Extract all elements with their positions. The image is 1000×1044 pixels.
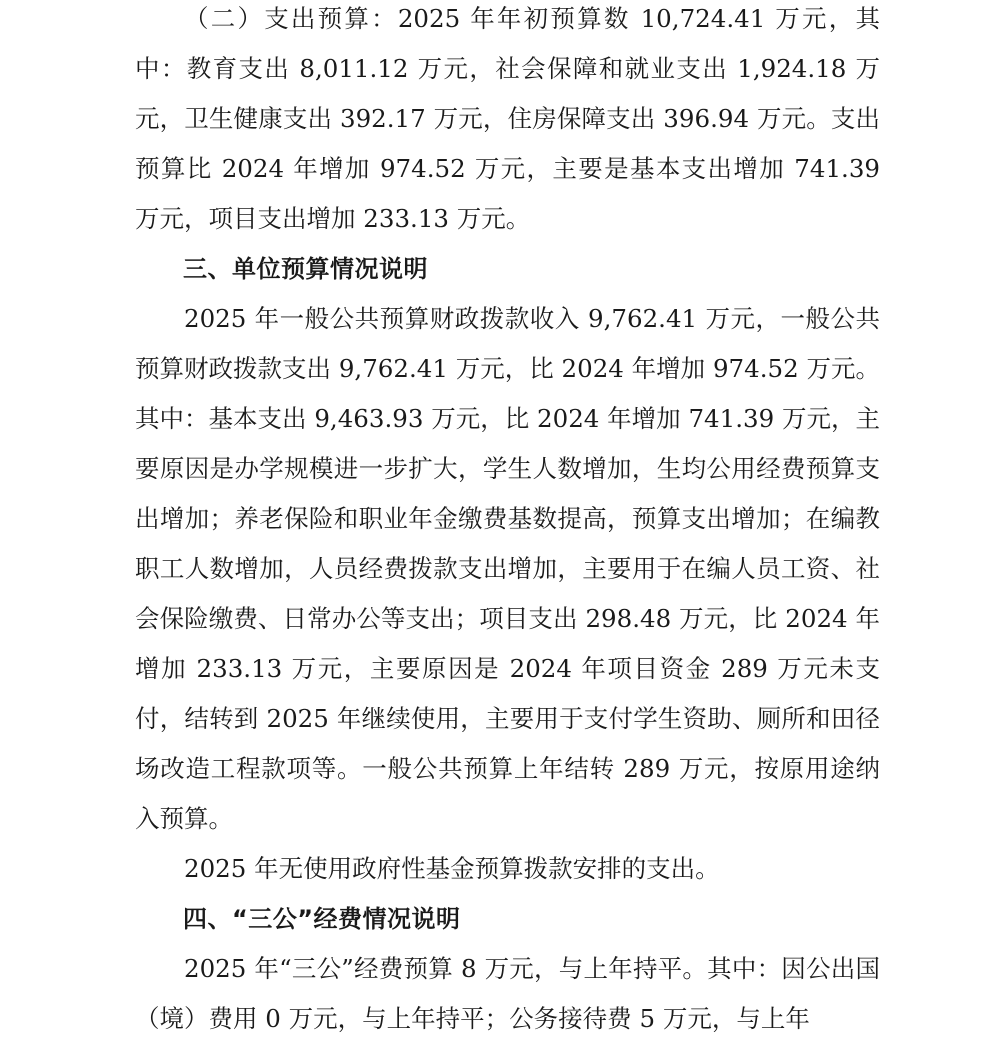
section-heading-unit-budget: 三、单位预算情况说明 <box>183 255 428 283</box>
paragraph-unit-budget: 2025 年一般公共预算财政拨款收入 9,762.41 万元，一般公共预算财政拨款支出 9,762.41 万元，比 2024 年增加 974.52 万元。其中：基本支出 9,463.93 万元，比 2024 年增加 741.39 万元，主要原因是办学规模进一步扩大，学生人数增加，生均公用经费预算支出增加；养老保险和职业年金缴费基数提高，预算支出增加；在编教职工人数增加，人员经费拨款支出增加，主要用于在编人员工资、社会保险缴费、日常办公等支出；项目支出 298.48 万元，比 2024 年增加 233.13 万元，主要原因是 2024 年项目资金 289 万元未支付，结转到 2025 年继续使用，主要用于支付学生资助、厕所和田径场改造工程款项等。一般公共预算上年结转 289 万元，按原用途纳入预算。 <box>135 304 880 833</box>
document-page <box>135 0 880 1044</box>
paragraph-three-public-expenses: 2025 年“三公”经费预算 8 万元，与上年持平。其中：因公出国（境）费用 0 万元，与上年持平；公务接待费 5 万元，与上年 <box>135 954 880 1033</box>
paragraph-expenditure-budget: （二）支出预算：2025 年年初预算数 10,724.41 万元，其中：教育支出 8,011.12 万元，社会保障和就业支出 1,924.18 万元，卫生健康支出 392.17 万元，住房保障支出 396.94 万元。支出预算比 2024 年增加 974.52 万元，主要是基本支出增加 741.39 万元，项目支出增加 233.13 万元。 <box>135 4 880 233</box>
section-heading-three-public: 四、“三公”经费情况说明 <box>183 905 461 933</box>
paragraph-government-fund: 2025 年无使用政府性基金预算拨款安排的支出。 <box>184 854 720 883</box>
